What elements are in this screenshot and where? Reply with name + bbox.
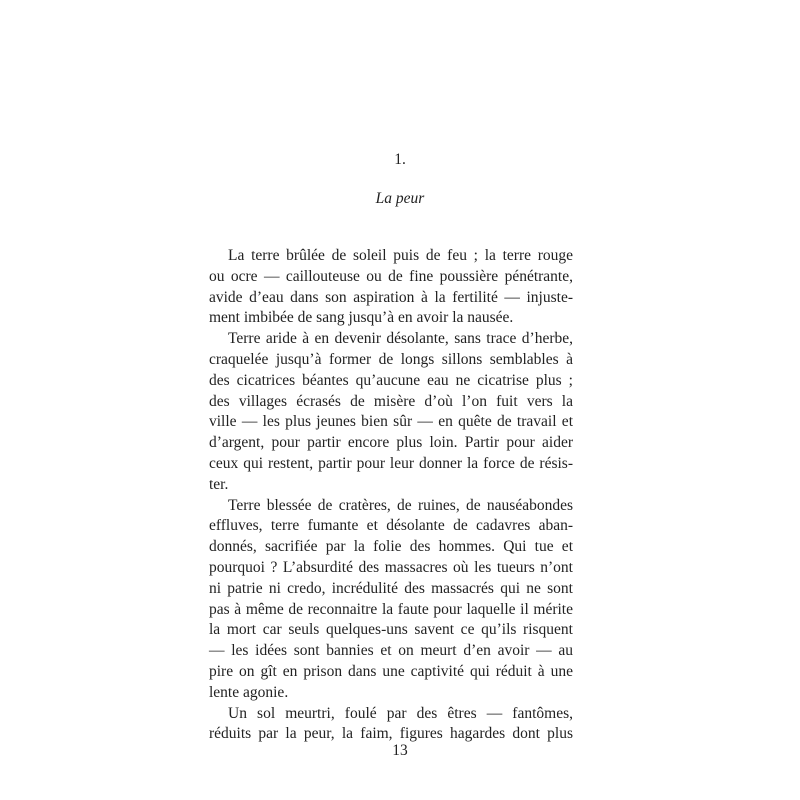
- text-line: pourquoi ? L’absurdité des massacres où les tueurs n’ont: [209, 558, 573, 576]
- chapter-title: La peur: [375, 190, 425, 207]
- text-line: avide d’eau dans son aspiration à la fertilité — injuste-: [209, 288, 573, 306]
- text-line: Terre aride à en devenir désolante, sans trace d’herbe,: [228, 330, 573, 348]
- text-line: lente agonie.: [209, 683, 289, 701]
- text-line: effluves, terre fumante et désolante de cadavres aban-: [209, 517, 573, 535]
- text-line: — les idées sont bannies et on meurt d’en avoir — au: [209, 642, 573, 660]
- body-text: [209, 246, 573, 745]
- text-line: donnés, sacrifiée par la folie des hommes. Qui tue et: [209, 538, 573, 556]
- text-line: des cicatrices béantes qu’aucune eau ne cicatrise plus ;: [209, 371, 573, 389]
- text-line: la mort car seuls quelques-uns savent ce qu’ils risquent: [209, 621, 573, 639]
- text-line: ni patrie ni credo, incrédulité des massacrés qui ne sont: [209, 579, 573, 597]
- text-line: ville — les plus jeunes bien sûr — en quête de travail et: [209, 413, 573, 431]
- text-line: des villages écrasés de misère d’où l’on fuit vers la: [209, 392, 573, 410]
- chapter-number: 1.: [394, 151, 406, 168]
- page-number: 13: [392, 742, 408, 759]
- text-line: La terre brûlée de soleil puis de feu ; la terre rouge: [228, 247, 573, 264]
- text-line: ter.: [209, 475, 229, 493]
- text-line: ceux qui restent, partir pour leur donner la force de résis-: [209, 454, 573, 472]
- text-line: réduits par la peur, la faim, figures hagardes dont plus: [209, 725, 573, 743]
- text-line: d’argent, pour partir encore plus loin. Partir pour aider: [209, 434, 573, 452]
- text-line: Un sol meurtri, foulé par des êtres — fantômes,: [228, 704, 573, 722]
- text-line: pas à même de reconnaitre la faute pour laquelle il mérite: [209, 600, 573, 618]
- text-line: ou ocre — caillouteuse ou de fine poussière pénétrante,: [209, 267, 573, 285]
- text-line: craquelée jusqu’à former de longs sillons semblables à: [209, 350, 573, 368]
- text-line: Terre blessée de cratères, de ruines, de nauséabondes: [228, 496, 573, 514]
- text-line: pire on gît en prison dans une captivité qui réduit à une: [209, 662, 573, 680]
- text-line: ment imbibée de sang jusqu’à en avoir la nausée.: [209, 309, 514, 327]
